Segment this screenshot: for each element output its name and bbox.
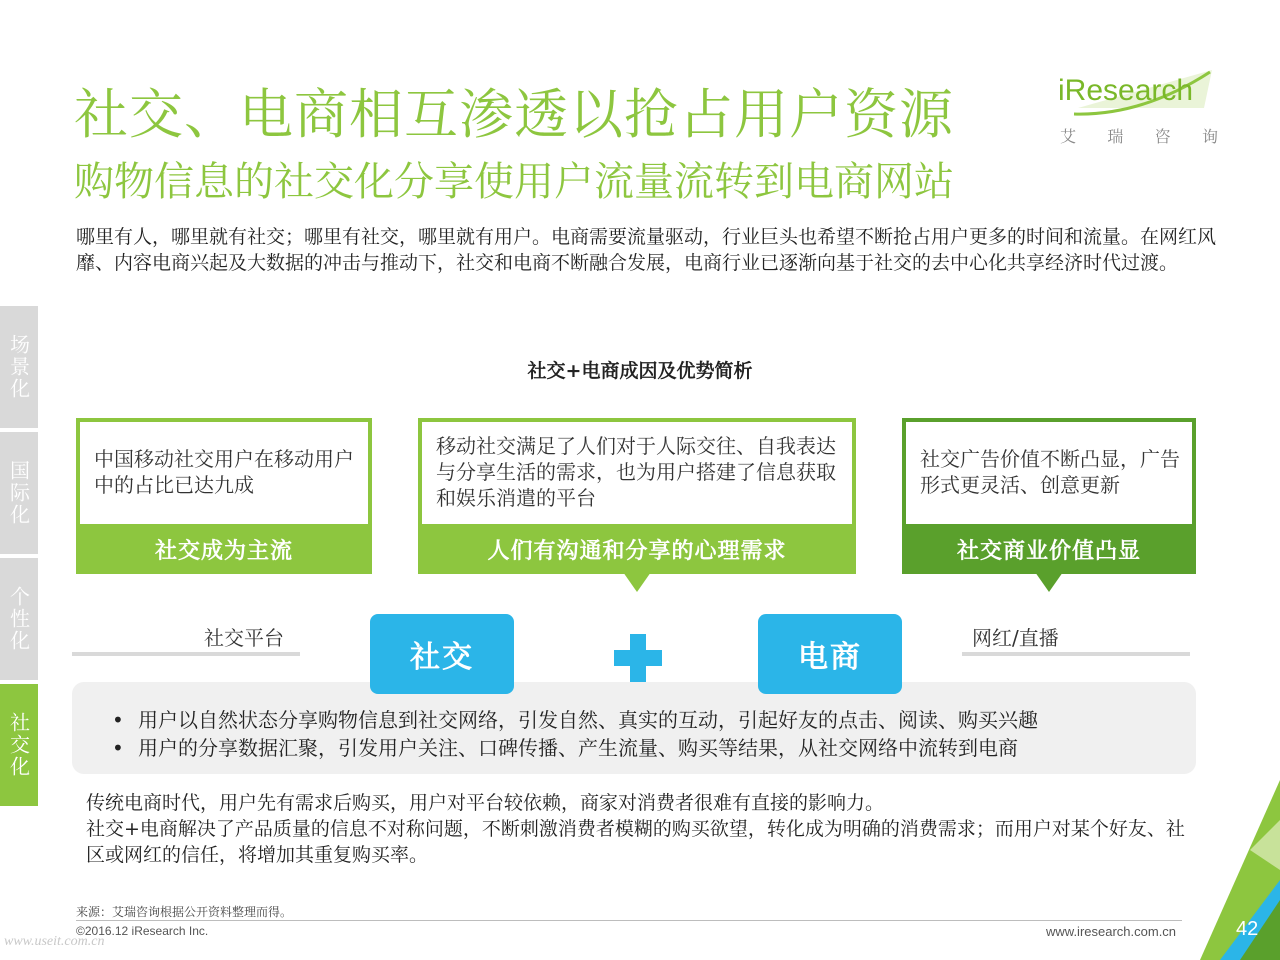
- intro-paragraph: 哪里有人，哪里就有社交；哪里有社交，哪里就有用户。电商需要流量驱动，行业巨头也希望不断抢占用户更多的时间和流量。在网红风靡、内容电商兴起及大数据的冲击与推动下，社交和电商不断融合发展，电商行业已逐渐向基于社交的去中心化共享经济时代过渡。: [76, 226, 1217, 274]
- logo-char: 咨: [1154, 127, 1171, 146]
- logo-char: 艾: [1060, 127, 1077, 146]
- bullet-list: [112, 706, 1038, 762]
- logo-char: 瑞: [1107, 127, 1124, 146]
- conclusion-line: 社交+电商解决了产品质量的信息不对称问题，不断刺激消费者模糊的购买欲望，转化成为明确的消费需求；而用户对某个好友、社区或网红的信任，将增加其重复购买率。: [86, 818, 1185, 866]
- page-subtitle: 购物信息的社交化分享使用户流量流转到电商网站: [74, 159, 954, 205]
- watermark: www.useit.com.cn: [4, 934, 105, 949]
- logo-chinese: [1060, 124, 1218, 147]
- platform-label-social: 社交平台: [204, 626, 284, 650]
- list-item: • 用户的分享数据汇聚，引发用户关注、口碑传播、产生流量、购买等结果，从社交网络中流转到电商: [112, 734, 1038, 762]
- social-badge: 社交: [370, 614, 514, 694]
- iresearch-logo: [1058, 68, 1220, 152]
- logo-char: 询: [1201, 127, 1218, 146]
- card-mainstream: [76, 418, 372, 574]
- divider: [962, 652, 1190, 656]
- down-arrow-icon: [1035, 572, 1063, 592]
- card-text: 中国移动社交用户在移动用户中的占比已达九成: [94, 447, 354, 497]
- side-tab-social[interactable]: 社交化: [0, 684, 38, 806]
- card-bar-label: 人们有沟通和分享的心理需求: [418, 524, 856, 574]
- conclusion-line: 传统电商时代，用户先有需求后购买，用户对平台较依赖，商家对消费者很难有直接的影响力。: [86, 792, 885, 814]
- side-tab-international[interactable]: 国际化: [0, 432, 38, 554]
- page-number: 42: [1236, 918, 1259, 940]
- down-arrow-icon: [623, 572, 651, 592]
- conclusion: [86, 790, 1186, 868]
- card-bar-label: 社交成为主流: [76, 524, 372, 574]
- source-note: 来源：艾瑞咨询根据公开资料整理而得。: [76, 905, 293, 919]
- platform-label-influencer: 网红/直播: [972, 626, 1059, 650]
- card-communication-need: [418, 418, 856, 574]
- footer-divider: [76, 920, 1182, 921]
- diagram-title: 社交+电商成因及优势简析: [527, 360, 753, 382]
- divider: [72, 652, 300, 656]
- ecommerce-badge: 电商: [758, 614, 902, 694]
- plus-icon: [614, 634, 662, 682]
- card-bar-label: 社交商业价值凸显: [902, 524, 1196, 574]
- card-text: 移动社交满足了人们对于人际交往、自我表达与分享生活的需求，也为用户搭建了信息获取和娱乐消遣的平台: [436, 434, 836, 510]
- page-title: 社交、电商相互渗透以抢占用户资源: [74, 83, 954, 146]
- side-tab-personalized[interactable]: 个性化: [0, 558, 38, 680]
- list-item: • 用户以自然状态分享购物信息到社交网络，引发自然、真实的互动，引起好友的点击、阅读、购买兴趣: [112, 706, 1038, 734]
- site-url[interactable]: www.iresearch.com.cn: [1046, 924, 1177, 939]
- copyright: ©2016.12 iResearch Inc.: [76, 924, 209, 938]
- card-text: 社交广告价值不断凸显，广告形式更灵活、创意更新: [920, 447, 1180, 497]
- logo-wordmark: iResearch: [1058, 74, 1194, 107]
- card-commercial-value: [902, 418, 1196, 574]
- side-tab-scenario[interactable]: 场景化: [0, 306, 38, 428]
